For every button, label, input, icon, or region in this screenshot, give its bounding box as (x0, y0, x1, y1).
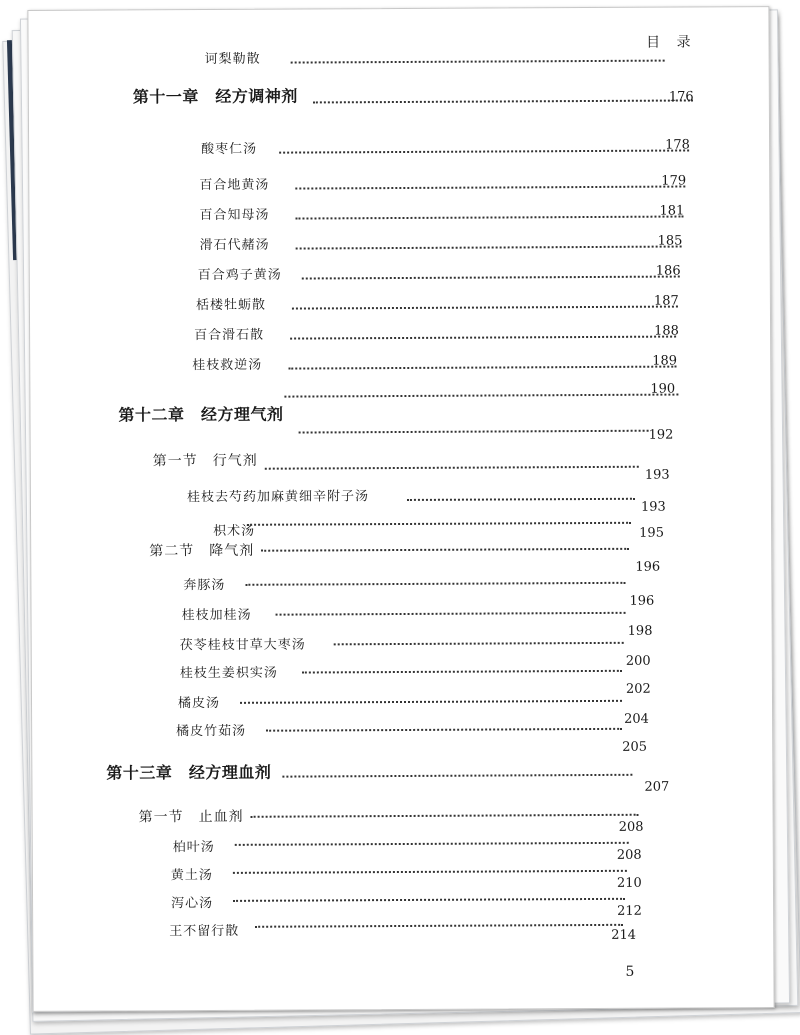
entry-title: 桂枝加桂汤 (181, 607, 252, 624)
entry-title: 枳术汤 (213, 523, 256, 539)
toc-entry (179, 632, 654, 669)
chapter-title: 第十三章 经方理血剂 (106, 762, 272, 783)
page-ref: 210 (616, 875, 642, 891)
toc-entry (198, 262, 680, 287)
page-ref: 202 (625, 681, 651, 697)
section-title: 第一节 行气剂 (152, 452, 258, 470)
leader-dots (313, 99, 693, 103)
entry-title: 黄土汤 (170, 867, 213, 884)
toc-entry-section (138, 804, 669, 835)
page-ref: 198 (627, 623, 653, 639)
page-ref: 186 (655, 263, 681, 279)
entry-title: 百合知母汤 (199, 207, 270, 224)
page-ref: 189 (652, 353, 678, 369)
leader-dots (233, 870, 627, 874)
toc-page (27, 6, 774, 1012)
page-ref: 181 (659, 203, 685, 219)
entry-title: 奔豚汤 (183, 577, 226, 594)
entry-title: 百合滑石散 (194, 327, 265, 344)
page-ref: 178 (665, 137, 690, 153)
toc-entry (199, 172, 685, 197)
toc-entry (183, 572, 655, 609)
entry-title: 王不留行散 (169, 923, 240, 940)
page-ref: 187 (653, 293, 679, 309)
toc-entry (179, 660, 652, 697)
section-title: 第二节 降气剂 (149, 542, 255, 560)
page-ref: 196 (629, 593, 655, 609)
toc-entry (205, 46, 665, 70)
toc-entry-section (149, 538, 661, 575)
toc-entry (176, 718, 652, 755)
chapter-title: 第十一章 经方调神剂 (132, 86, 298, 107)
entry-title: 桂枝生姜枳实汤 (179, 665, 278, 682)
page-ref: 214 (611, 927, 637, 943)
toc-entry (170, 862, 667, 891)
page-header: 目 录 (646, 34, 697, 51)
toc-entry (199, 202, 683, 227)
leader-dots (266, 728, 622, 732)
leader-dots (251, 814, 639, 818)
page-ref: 185 (657, 233, 683, 249)
toc-entry (169, 918, 663, 943)
toc-entry-chapter (118, 404, 678, 443)
page-ref: 188 (654, 323, 679, 339)
leader-dots (284, 394, 678, 398)
entry-title: 百合鸡子黄汤 (197, 267, 282, 284)
leader-dots (247, 522, 631, 526)
page-ref: 212 (617, 903, 642, 919)
leader-dots (265, 466, 639, 470)
page-ref: 204 (624, 711, 649, 727)
toc-entry-section (152, 448, 670, 483)
entry-title: 百合地黄汤 (199, 177, 270, 194)
page-ref: 195 (639, 525, 664, 541)
leader-dots (279, 149, 689, 153)
leader-dots (276, 612, 626, 616)
entry-title: 泻心汤 (171, 895, 214, 912)
chapter-title: 第十二章 经方理气剂 (118, 404, 284, 425)
page-ref: 192 (648, 427, 674, 443)
page-ref: 179 (661, 173, 687, 189)
leader-dots (299, 430, 649, 434)
page-ref: 193 (644, 467, 670, 483)
entry-title: 橘皮竹茹汤 (176, 723, 247, 740)
entry-title: 桂枝救逆汤 (192, 357, 263, 374)
toc-entry (200, 232, 682, 257)
leader-dots (245, 582, 625, 586)
leader-dots (407, 498, 635, 501)
page-ref: 193 (640, 499, 666, 515)
page-ref: 208 (616, 847, 642, 863)
leader-dots (295, 186, 685, 190)
toc-entry (196, 292, 678, 317)
leader-dots (290, 336, 676, 340)
page-ref: 190 (650, 381, 676, 397)
leader-dots (296, 246, 682, 250)
page-ref: 208 (618, 819, 644, 835)
leader-dots (240, 700, 622, 704)
toc-entry (188, 380, 678, 405)
entry-title: 茯苓桂枝甘草大枣汤 (179, 637, 306, 654)
leader-dots (261, 548, 629, 552)
leader-dots (302, 670, 622, 674)
toc-entry (194, 322, 679, 347)
leader-dots (288, 366, 676, 370)
toc-entry (186, 484, 666, 515)
section-title: 第一节 止血剂 (138, 808, 244, 826)
entry-title: 栝楼牡蛎散 (195, 297, 266, 314)
leader-dots (233, 898, 625, 902)
toc-entry (192, 352, 676, 377)
toc-entry-chapter (106, 762, 672, 795)
entry-title: 橘皮汤 (177, 695, 221, 712)
entry-title: 酸枣仁汤 (201, 141, 258, 158)
toc-entry (177, 690, 652, 727)
entry-title: 柏叶汤 (172, 839, 215, 856)
leader-dots (282, 774, 632, 778)
page-ref: 176 (668, 89, 694, 105)
leader-dots (292, 306, 678, 310)
leader-dots (291, 60, 665, 64)
leader-dots (255, 924, 623, 928)
entry-title: 滑石代赭汤 (199, 237, 270, 254)
leader-dots (235, 842, 629, 846)
toc-entry (181, 602, 655, 639)
page-ref: 207 (644, 779, 670, 795)
leader-dots (295, 216, 683, 220)
page-ref: 196 (635, 559, 661, 575)
entry-title: 桂枝去芍药加麻黄细辛附子汤 (186, 489, 369, 506)
toc-entry (201, 135, 689, 160)
leader-dots (302, 276, 680, 280)
page-number: 5 (625, 963, 635, 980)
toc-entry (172, 834, 669, 863)
entry-title: 诃梨勒散 (204, 51, 261, 68)
toc-entry-chapter (133, 85, 693, 110)
leader-dots (334, 642, 624, 646)
toc-entry (187, 508, 664, 541)
toc-entry (171, 890, 665, 919)
page-ref: 205 (622, 739, 648, 755)
page-ref: 200 (625, 653, 651, 669)
